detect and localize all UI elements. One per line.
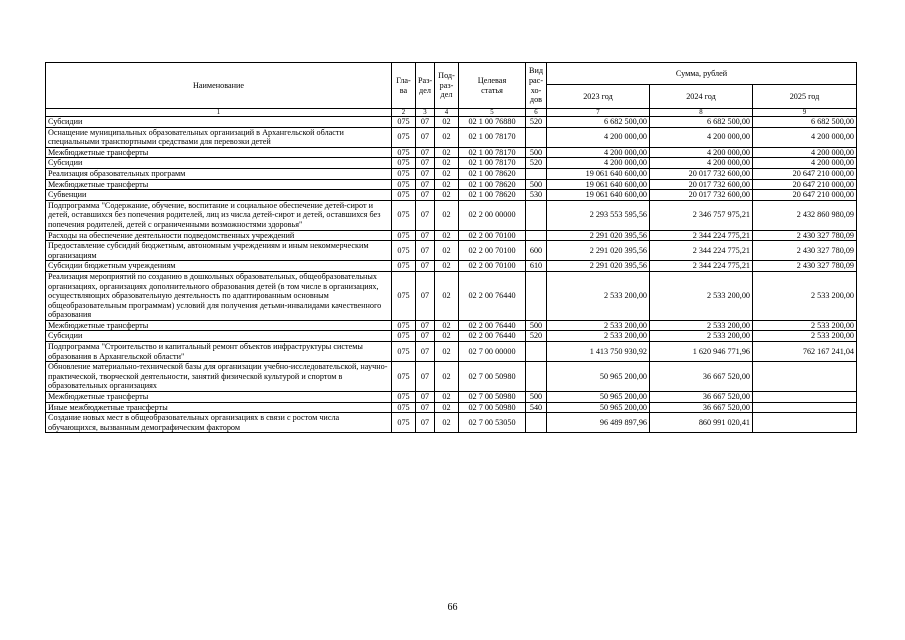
row-sum-2025: 2 533 200,00 (753, 271, 857, 320)
table-row (46, 362, 857, 392)
col-num: 1 (46, 109, 392, 117)
row-razdel: 07 (416, 392, 435, 403)
row-sum-2024: 1 620 946 771,96 (650, 342, 753, 362)
row-name: Субсидии (46, 158, 392, 169)
table-row (46, 241, 857, 261)
row-glava: 075 (392, 241, 416, 261)
table-row (46, 392, 857, 403)
row-razdel: 07 (416, 241, 435, 261)
row-podrazdel: 02 (435, 179, 459, 190)
row-target: 02 7 00 53050 (459, 413, 526, 433)
row-podrazdel: 02 (435, 362, 459, 392)
table-row (46, 190, 857, 201)
row-sum-2024: 4 200 000,00 (650, 147, 753, 158)
row-podrazdel: 02 (435, 402, 459, 413)
row-target: 02 2 00 76440 (459, 331, 526, 342)
row-glava: 075 (392, 392, 416, 403)
row-podrazdel: 02 (435, 271, 459, 320)
row-glava: 075 (392, 320, 416, 331)
row-sum-2024: 2 344 224 775,21 (650, 241, 753, 261)
row-glava: 075 (392, 179, 416, 190)
row-target: 02 1 00 78170 (459, 127, 526, 147)
budget-table-page (45, 62, 856, 433)
col-num: 6 (526, 109, 547, 117)
row-vid (526, 127, 547, 147)
row-name: Субвенции (46, 190, 392, 201)
table-row (46, 413, 857, 433)
row-target: 02 2 00 00000 (459, 200, 526, 230)
row-sum-2025 (753, 413, 857, 433)
row-vid: 500 (526, 179, 547, 190)
row-sum-2023: 2 533 200,00 (547, 320, 650, 331)
row-sum-2023: 19 061 640 600,00 (547, 190, 650, 201)
row-razdel: 07 (416, 320, 435, 331)
row-name: Субсидии (46, 331, 392, 342)
row-sum-2023: 96 489 897,96 (547, 413, 650, 433)
row-glava: 075 (392, 190, 416, 201)
row-glava: 075 (392, 413, 416, 433)
row-name: Межбюджетные трансферты (46, 147, 392, 158)
row-podrazdel: 02 (435, 331, 459, 342)
row-glava: 075 (392, 158, 416, 169)
table-row (46, 147, 857, 158)
row-name: Предоставление субсидий бюджетным, автономным учреждениям и иным некоммерческим организациям (46, 241, 392, 261)
row-sum-2025: 6 682 500,00 (753, 117, 857, 128)
row-name: Межбюджетные трансферты (46, 392, 392, 403)
row-razdel: 07 (416, 168, 435, 179)
row-vid (526, 271, 547, 320)
row-vid (526, 200, 547, 230)
row-name: Подпрограмма "Содержание, обучение, воспитание и социальное обеспечение детей-сирот и детей, оставшихся без попечения родителей, лиц из числа детей-сирот и детей, оставшихся без попечения родителей, детей с ограниченными возможностями здоровья" (46, 200, 392, 230)
table-row (46, 320, 857, 331)
table-header (46, 63, 857, 117)
row-glava: 075 (392, 271, 416, 320)
row-glava: 075 (392, 127, 416, 147)
row-target: 02 7 00 00000 (459, 342, 526, 362)
row-razdel: 07 (416, 127, 435, 147)
row-podrazdel: 02 (435, 241, 459, 261)
budget-table (45, 62, 857, 433)
row-podrazdel: 02 (435, 168, 459, 179)
row-vid: 500 (526, 320, 547, 331)
row-name: Реализация мероприятий по созданию в дошкольных образовательных, общеобразовательных организациях, организациях дополнительного образования детей (в том числе в организациях, осуществляющих образовательную деятельность по адаптированным основным общеобразовательным программам) условий для получения детьми-инвалидами качественного образования (46, 271, 392, 320)
row-sum-2025 (753, 402, 857, 413)
row-razdel: 07 (416, 158, 435, 169)
row-sum-2023: 4 200 000,00 (547, 147, 650, 158)
row-vid: 500 (526, 147, 547, 158)
row-glava: 075 (392, 261, 416, 272)
row-razdel: 07 (416, 190, 435, 201)
row-vid: 600 (526, 241, 547, 261)
col-num: 2 (392, 109, 416, 117)
row-glava: 075 (392, 331, 416, 342)
row-vid: 520 (526, 117, 547, 128)
row-sum-2025: 2 432 860 980,09 (753, 200, 857, 230)
row-target: 02 2 00 70100 (459, 261, 526, 272)
row-glava: 075 (392, 402, 416, 413)
table-row (46, 158, 857, 169)
table-row (46, 402, 857, 413)
row-razdel: 07 (416, 413, 435, 433)
row-podrazdel: 02 (435, 158, 459, 169)
header-vid: Вид рас- хо- дов (526, 63, 547, 109)
row-sum-2024: 2 533 200,00 (650, 271, 753, 320)
row-sum-2024: 36 667 520,00 (650, 362, 753, 392)
row-sum-2023: 50 965 200,00 (547, 402, 650, 413)
row-glava: 075 (392, 200, 416, 230)
row-podrazdel: 02 (435, 320, 459, 331)
row-name: Субсидии бюджетным учреждениям (46, 261, 392, 272)
row-glava: 075 (392, 362, 416, 392)
row-name: Субсидии (46, 117, 392, 128)
row-sum-2023: 4 200 000,00 (547, 158, 650, 169)
row-sum-2024: 36 667 520,00 (650, 402, 753, 413)
row-sum-2024: 860 991 020,41 (650, 413, 753, 433)
row-glava: 075 (392, 342, 416, 362)
table-row (46, 179, 857, 190)
col-num: 8 (650, 109, 753, 117)
row-target: 02 1 00 78620 (459, 168, 526, 179)
row-sum-2023: 19 061 640 600,00 (547, 168, 650, 179)
row-sum-2023: 2 293 553 595,56 (547, 200, 650, 230)
row-target: 02 1 00 78170 (459, 147, 526, 158)
row-target: 02 7 00 50980 (459, 362, 526, 392)
row-sum-2024: 20 017 732 600,00 (650, 190, 753, 201)
row-podrazdel: 02 (435, 147, 459, 158)
row-sum-2024: 2 533 200,00 (650, 331, 753, 342)
table-row (46, 117, 857, 128)
row-sum-2023: 50 965 200,00 (547, 392, 650, 403)
row-vid (526, 362, 547, 392)
row-target: 02 1 00 78620 (459, 179, 526, 190)
row-podrazdel: 02 (435, 261, 459, 272)
row-sum-2025: 4 200 000,00 (753, 147, 857, 158)
row-vid: 610 (526, 261, 547, 272)
table-body (46, 117, 857, 433)
row-target: 02 2 00 70100 (459, 230, 526, 241)
row-vid (526, 413, 547, 433)
row-sum-2024: 20 017 732 600,00 (650, 179, 753, 190)
header-2023: 2023 год (547, 85, 650, 109)
table-row (46, 342, 857, 362)
row-sum-2023: 6 682 500,00 (547, 117, 650, 128)
col-num: 5 (459, 109, 526, 117)
row-target: 02 2 00 76440 (459, 271, 526, 320)
row-sum-2025 (753, 392, 857, 403)
page-number: 66 (447, 602, 458, 613)
row-sum-2024: 20 017 732 600,00 (650, 168, 753, 179)
row-sum-2025: 20 647 210 000,00 (753, 168, 857, 179)
table-row (46, 127, 857, 147)
row-sum-2024: 2 533 200,00 (650, 320, 753, 331)
header-razdel: Раз- дел (416, 63, 435, 109)
row-podrazdel: 02 (435, 200, 459, 230)
row-sum-2023: 50 965 200,00 (547, 362, 650, 392)
row-vid (526, 230, 547, 241)
row-razdel: 07 (416, 200, 435, 230)
row-target: 02 7 00 50980 (459, 392, 526, 403)
row-glava: 075 (392, 117, 416, 128)
row-sum-2023: 1 413 750 930,92 (547, 342, 650, 362)
row-razdel: 07 (416, 230, 435, 241)
row-vid: 520 (526, 158, 547, 169)
row-razdel: 07 (416, 342, 435, 362)
row-sum-2024: 36 667 520,00 (650, 392, 753, 403)
col-num: 4 (435, 109, 459, 117)
row-podrazdel: 02 (435, 117, 459, 128)
row-sum-2024: 4 200 000,00 (650, 158, 753, 169)
row-sum-2023: 2 533 200,00 (547, 271, 650, 320)
row-glava: 075 (392, 147, 416, 158)
row-vid: 520 (526, 331, 547, 342)
header-sum: Сумма, рублей (547, 63, 857, 85)
header-2024: 2024 год (650, 85, 753, 109)
row-target: 02 1 00 78170 (459, 158, 526, 169)
row-sum-2025: 20 647 210 000,00 (753, 179, 857, 190)
row-sum-2025: 2 430 327 780,09 (753, 230, 857, 241)
row-vid: 530 (526, 190, 547, 201)
row-podrazdel: 02 (435, 413, 459, 433)
row-sum-2025: 2 430 327 780,09 (753, 241, 857, 261)
row-sum-2025: 20 647 210 000,00 (753, 190, 857, 201)
table-row (46, 230, 857, 241)
table-row (46, 168, 857, 179)
row-razdel: 07 (416, 179, 435, 190)
row-podrazdel: 02 (435, 230, 459, 241)
row-name: Реализация образовательных программ (46, 168, 392, 179)
row-sum-2025: 4 200 000,00 (753, 158, 857, 169)
table-row (46, 331, 857, 342)
row-podrazdel: 02 (435, 127, 459, 147)
row-sum-2023: 2 291 020 395,56 (547, 261, 650, 272)
row-name: Расходы на обеспечение деятельности подведомственных учреждений (46, 230, 392, 241)
row-sum-2024: 4 200 000,00 (650, 127, 753, 147)
row-vid (526, 168, 547, 179)
row-glava: 075 (392, 230, 416, 241)
row-podrazdel: 02 (435, 190, 459, 201)
row-razdel: 07 (416, 362, 435, 392)
row-vid (526, 342, 547, 362)
header-glava: Гла- ва (392, 63, 416, 109)
row-name: Обновление материально-технической базы для организации учебно-исследовательской, научно-практической, творческой деятельности, занятий физической культурой и спортом в образовательных организациях (46, 362, 392, 392)
row-name: Иные межбюджетные трансферты (46, 402, 392, 413)
row-vid: 500 (526, 392, 547, 403)
row-razdel: 07 (416, 117, 435, 128)
row-sum-2025: 762 167 241,04 (753, 342, 857, 362)
row-name: Создание новых мест в общеобразовательных организациях в связи с ростом числа обучающихся, вызванным демографическим фактором (46, 413, 392, 433)
row-target: 02 7 00 50980 (459, 402, 526, 413)
row-target: 02 2 00 70100 (459, 241, 526, 261)
row-sum-2024: 2 344 224 775,21 (650, 261, 753, 272)
row-sum-2025: 4 200 000,00 (753, 127, 857, 147)
row-name: Межбюджетные трансферты (46, 320, 392, 331)
row-sum-2025: 2 430 327 780,09 (753, 261, 857, 272)
table-row (46, 200, 857, 230)
row-sum-2024: 2 346 757 975,21 (650, 200, 753, 230)
header-2025: 2025 год (753, 85, 857, 109)
row-sum-2025: 2 533 200,00 (753, 331, 857, 342)
row-sum-2025: 2 533 200,00 (753, 320, 857, 331)
row-razdel: 07 (416, 147, 435, 158)
row-sum-2023: 2 291 020 395,56 (547, 241, 650, 261)
row-target: 02 1 00 76880 (459, 117, 526, 128)
row-sum-2024: 2 344 224 775,21 (650, 230, 753, 241)
row-podrazdel: 02 (435, 342, 459, 362)
row-sum-2023: 2 533 200,00 (547, 331, 650, 342)
row-target: 02 2 00 76440 (459, 320, 526, 331)
row-name: Подпрограмма "Строительство и капитальный ремонт объектов инфраструктуры системы образования в Архангельской области" (46, 342, 392, 362)
row-target: 02 1 00 78620 (459, 190, 526, 201)
row-vid: 540 (526, 402, 547, 413)
row-glava: 075 (392, 168, 416, 179)
row-razdel: 07 (416, 402, 435, 413)
row-sum-2023: 4 200 000,00 (547, 127, 650, 147)
col-num: 9 (753, 109, 857, 117)
row-name: Оснащение муниципальных образовательных организаций в Архангельской области специальными транспортными средствами для перевозки детей (46, 127, 392, 147)
row-sum-2023: 2 291 020 395,56 (547, 230, 650, 241)
row-razdel: 07 (416, 271, 435, 320)
row-podrazdel: 02 (435, 392, 459, 403)
row-name: Межбюджетные трансферты (46, 179, 392, 190)
header-target: Целевая статья (459, 63, 526, 109)
table-row (46, 261, 857, 272)
row-sum-2025 (753, 362, 857, 392)
table-row (46, 271, 857, 320)
col-num: 3 (416, 109, 435, 117)
row-sum-2023: 19 061 640 600,00 (547, 179, 650, 190)
header-podrazdel: Под- раз- дел (435, 63, 459, 109)
header-name: Наименование (46, 63, 392, 109)
row-sum-2024: 6 682 500,00 (650, 117, 753, 128)
row-razdel: 07 (416, 261, 435, 272)
row-razdel: 07 (416, 331, 435, 342)
column-numbers-row (46, 109, 857, 117)
col-num: 7 (547, 109, 650, 117)
